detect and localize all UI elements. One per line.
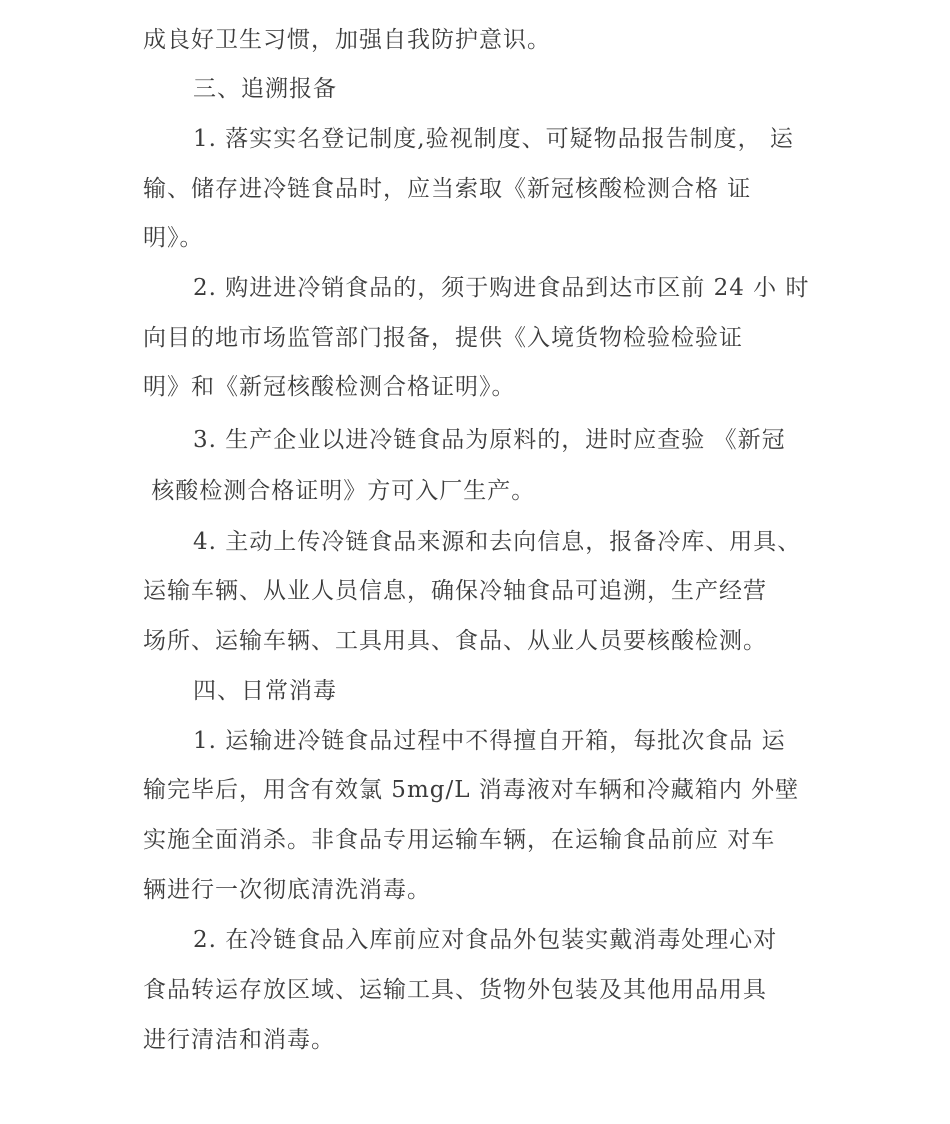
text-line: 明》。 <box>143 225 204 251</box>
text-line: 实施全面消杀。非食品专用运输车辆，在运输食品前应 对车 <box>143 827 776 853</box>
text-line: 2. 在冷链食品入库前应对食品外包装实戴消毒处理心对 <box>193 927 778 953</box>
text-line: 场所、运输车辆、工具用具、食品、从业人员要核酸检测。 <box>143 628 767 654</box>
text-line: 核酸检测合格证明》方可入厂生产。 <box>143 478 536 504</box>
text-line: 输、储存进冷链食品时，应当索取《新冠核酸检测合格 证 <box>143 176 752 202</box>
section-heading: 三、追溯报备 <box>193 76 337 102</box>
text-line: 1. 落实实名登记制度,验视制度、可疑物品报告制度， 运 <box>193 126 794 152</box>
text-line: 辆进行一次彻底清洗消毒。 <box>143 877 431 903</box>
text-line: 成良好卫生习惯，加强自我防护意识。 <box>143 27 551 53</box>
text-line: 3. 生产企业以进冷链食品为原料的，进时应查验 《新冠 <box>193 427 786 453</box>
text-line: 运输车辆、从业人员信息，确保冷轴食品可追溯，生产经营 <box>143 578 767 604</box>
text-line: 输完毕后，用含有效氯 5mg/L 消毒液对车辆和冷藏箱内 外壁 <box>143 777 800 803</box>
section-heading: 四、日常消毒 <box>193 678 337 704</box>
text-line: 向目的地市场监管部门报备，提供《入境货物检验检验证 <box>143 325 743 351</box>
text-line: 2. 购进进冷销食品的，须于购进食品到达市区前 24 小 时 <box>193 275 810 301</box>
text-line: 4. 主动上传冷链食品来源和去向信息，报备冷库、用具、 <box>193 529 802 555</box>
text-line: 食品转运存放区域、运输工具、货物外包装及其他用品用具 <box>143 977 767 1003</box>
text-line: 明》和《新冠核酸检测合格证明》。 <box>143 374 516 400</box>
text-line: 进行清洁和消毒。 <box>143 1027 335 1053</box>
text-line: 1. 运输进冷链食品过程中不得擅自开箱，每批次食品 运 <box>193 728 786 754</box>
